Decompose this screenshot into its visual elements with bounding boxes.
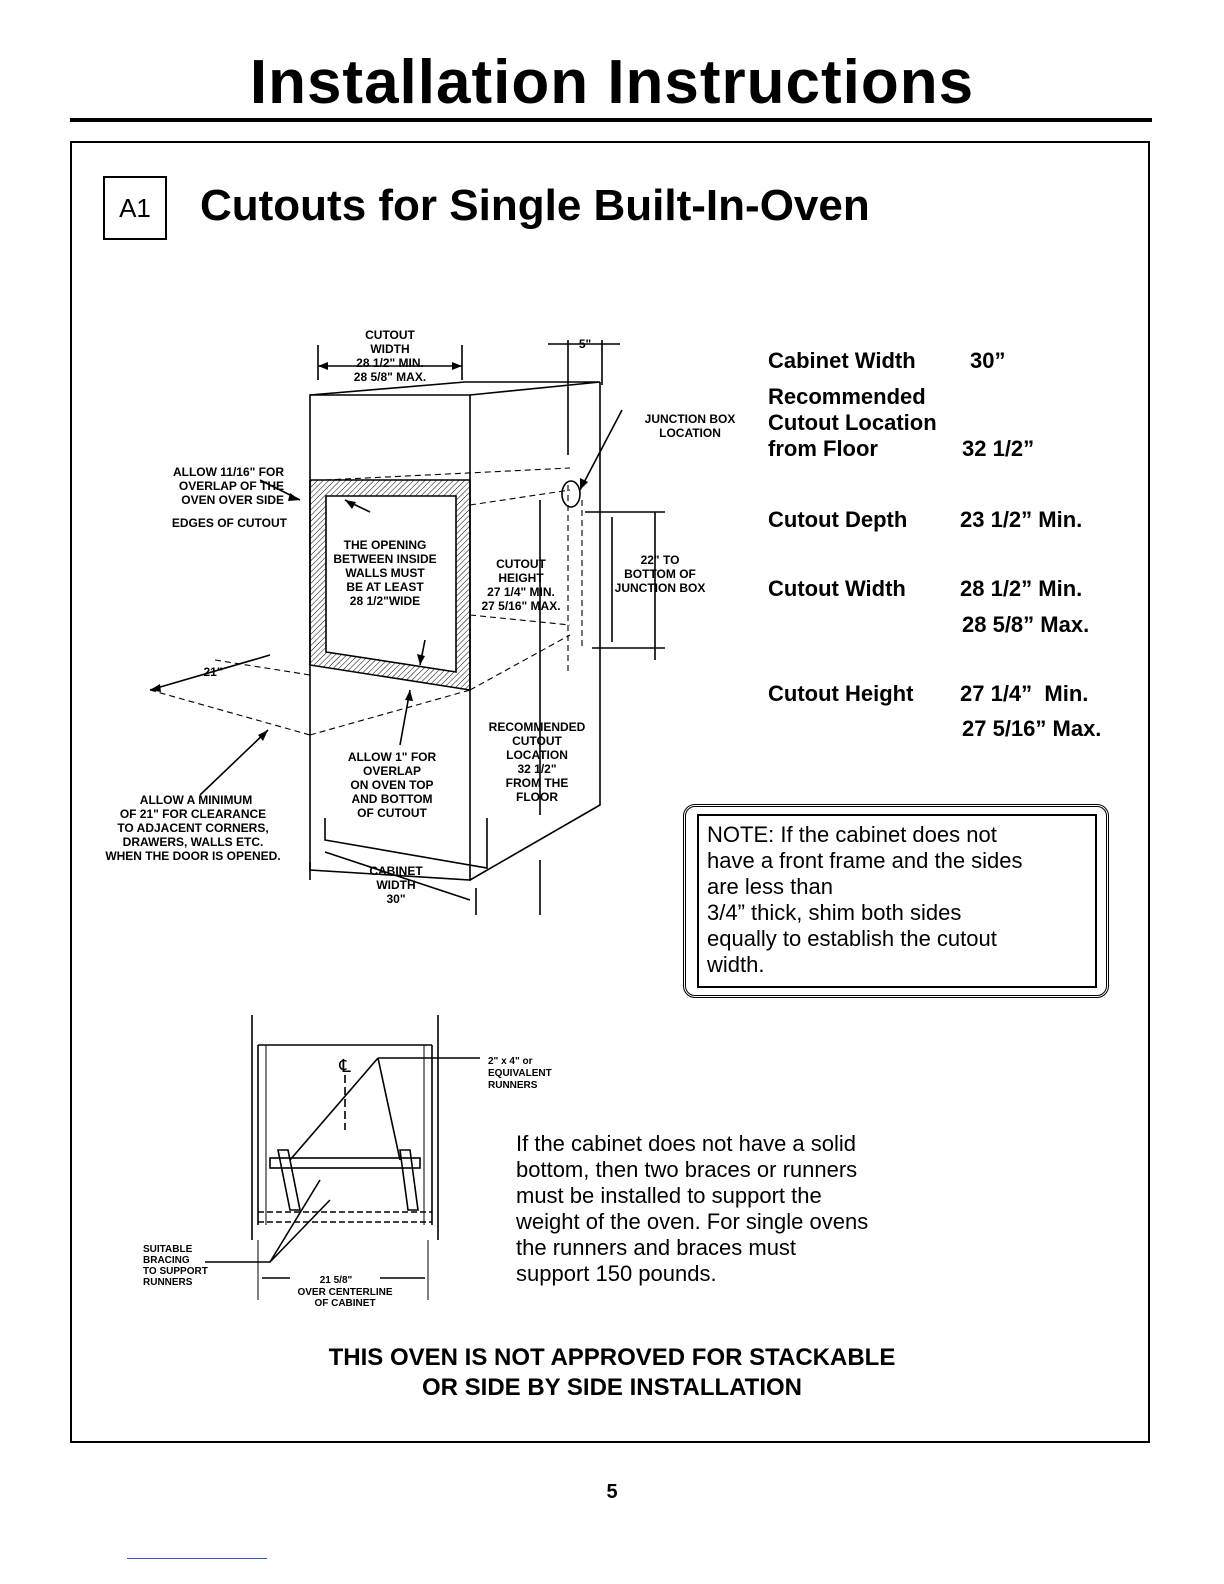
section-title: Cutouts for Single Built-In-Oven — [200, 181, 870, 230]
runner-line: the runners and braces must — [516, 1235, 797, 1260]
spec-value-4: 23 1/2” Min. — [960, 507, 1083, 532]
label-rec-5: FROM THE — [505, 776, 569, 790]
page-number: 5 — [606, 1481, 618, 1503]
label-bracing-4: RUNNERS — [143, 1277, 193, 1288]
label-centerline-2: OVER CENTERLINE — [297, 1287, 393, 1298]
label-bracing-1: SUITABLE — [143, 1244, 193, 1255]
label-five-in: 5" — [578, 337, 592, 351]
label-junction-22-1: 22" TO — [640, 553, 680, 567]
label-clearance-3: TO ADJACENT CORNERS, — [117, 821, 269, 835]
runner-line: bottom, then two braces or runners — [516, 1157, 858, 1182]
note-line: 3/4” thick, shim both sides — [707, 900, 962, 925]
runner-line: If the cabinet does not have a solid — [516, 1131, 857, 1156]
label-depth-21: 21" — [203, 665, 223, 679]
label-cabinet-width-3: 30" — [386, 892, 406, 906]
label-runners-3: RUNNERS — [488, 1080, 538, 1091]
warning-text — [0, 1343, 1224, 1403]
spec-label-3: from Floor — [768, 436, 878, 461]
note-line: equally to establish the cutout — [707, 926, 997, 951]
label-opening-3: WALLS MUST — [345, 566, 425, 580]
note-line: are less than — [707, 874, 833, 899]
label-allow-11-16-1: ALLOW 11/16" FOR — [172, 465, 284, 479]
spec-value-0: 30” — [970, 348, 1006, 373]
label-allow-1-2: OVERLAP — [362, 764, 422, 778]
spec-label-7: Cutout Height — [768, 681, 914, 706]
crossbar — [270, 1158, 420, 1168]
label-cutout-height-3: 27 1/4" MIN. — [487, 585, 555, 599]
label-allow-1-5: OF CUTOUT — [357, 806, 427, 820]
runner-paragraph — [516, 1131, 946, 1287]
runner-line: weight of the oven. For single ovens — [516, 1209, 869, 1234]
label-allow-1-1: ALLOW 1" FOR — [347, 750, 437, 764]
spec-value-6: 28 5/8” Max. — [962, 612, 1090, 637]
junction-box — [562, 481, 580, 507]
label-opening-4: BE AT LEAST — [346, 580, 424, 594]
label-allow-1-4: AND BOTTOM — [351, 792, 433, 806]
label-allow-11-16-4: EDGES OF CUTOUT — [171, 516, 287, 530]
label-runners-1: 2" x 4" or — [488, 1056, 533, 1067]
runner-line: support 150 pounds. — [516, 1261, 717, 1286]
label-cutout-height-2: HEIGHT — [498, 571, 544, 585]
label-bracing-2: BRACING — [143, 1255, 190, 1266]
page-title: Installation Instructions — [249, 48, 975, 117]
label-cutout-width-3: 28 1/2" MIN. — [356, 356, 424, 370]
label-rec-6: FLOOR — [516, 790, 558, 804]
runner-diagram — [130, 1010, 570, 1310]
spec-label-5: Cutout Width — [768, 576, 906, 601]
cabinet-side — [470, 382, 600, 880]
label-centerline-1: 21 5/8" — [319, 1275, 353, 1286]
label-junction-box-1: JUNCTION BOX — [644, 412, 736, 426]
cutout-diagram — [88, 320, 748, 920]
label-rec-1: RECOMMENDED — [488, 720, 586, 734]
footer-link-underline — [127, 1558, 267, 1559]
spec-label-1: Recommended — [768, 384, 926, 409]
label-junction-box-2: LOCATION — [659, 426, 721, 440]
label-opening-2: BETWEEN INSIDE — [333, 552, 437, 566]
label-centerline-3: OF CABINET — [314, 1298, 376, 1309]
label-junction-22-2: BOTTOM OF — [624, 567, 696, 581]
label-cabinet-width-2: WIDTH — [376, 878, 416, 892]
warning-line: THIS OVEN IS NOT APPROVED FOR STACKABLE — [328, 1344, 896, 1371]
spec-value-8: 27 5/16” Max. — [962, 716, 1102, 741]
label-cutout-height-1: CUTOUT — [496, 557, 546, 571]
spec-label-2: Cutout Location — [768, 410, 937, 435]
spec-value-7: 27 1/4” Min. — [960, 681, 1089, 706]
label-clearance-4: DRAWERS, WALLS ETC. — [122, 835, 264, 849]
label-rec-3: LOCATION — [506, 748, 568, 762]
spec-value-3: 32 1/2” — [962, 436, 1035, 461]
warning-line: OR SIDE BY SIDE INSTALLATION — [421, 1374, 803, 1401]
label-cutout-width-2: WIDTH — [370, 342, 410, 356]
spec-label-4: Cutout Depth — [768, 507, 908, 532]
label-allow-11-16-2: OVERLAP OF THE — [178, 479, 284, 493]
note-line: width. — [707, 952, 765, 977]
label-cutout-height-4: 27 5/16" MAX. — [481, 599, 561, 613]
label-rec-2: CUTOUT — [512, 734, 562, 748]
label-rec-4: 32 1/2" — [517, 762, 557, 776]
runner-left — [278, 1150, 300, 1210]
spec-label-0: Cabinet Width — [768, 348, 916, 373]
note-line: NOTE: If the cabinet does not — [707, 822, 997, 847]
runner-line: must be installed to support the — [516, 1183, 822, 1208]
note-text — [707, 822, 1092, 978]
label-clearance-1: ALLOW A MINIMUM — [139, 793, 253, 807]
label-runners-2: EQUIVALENT — [488, 1068, 552, 1079]
section-badge: A1 — [103, 176, 167, 240]
label-clearance-5: WHEN THE DOOR IS OPENED. — [105, 849, 281, 863]
centerline-symbol: ℄ — [339, 1056, 351, 1076]
note-line: have a front frame and the sides — [707, 848, 1023, 873]
label-bracing-3: TO SUPPORT — [143, 1266, 208, 1277]
label-opening-1: THE OPENING — [343, 538, 427, 552]
label-clearance-2: OF 21" FOR CLEARANCE — [119, 807, 267, 821]
runner-right — [400, 1150, 418, 1210]
label-cutout-width-1: CUTOUT — [365, 328, 415, 342]
label-allow-1-3: ON OVEN TOP — [350, 778, 434, 792]
label-cabinet-width-1: CABINET — [369, 864, 423, 878]
spec-value-5: 28 1/2” Min. — [960, 576, 1083, 601]
label-cutout-width-4: 28 5/8" MAX. — [353, 370, 427, 384]
title-rule — [70, 118, 1152, 122]
label-junction-22-3: JUNCTION BOX — [614, 581, 706, 595]
label-allow-11-16-3: OVEN OVER SIDE — [181, 493, 284, 507]
label-opening-5: 28 1/2"WIDE — [349, 594, 421, 608]
